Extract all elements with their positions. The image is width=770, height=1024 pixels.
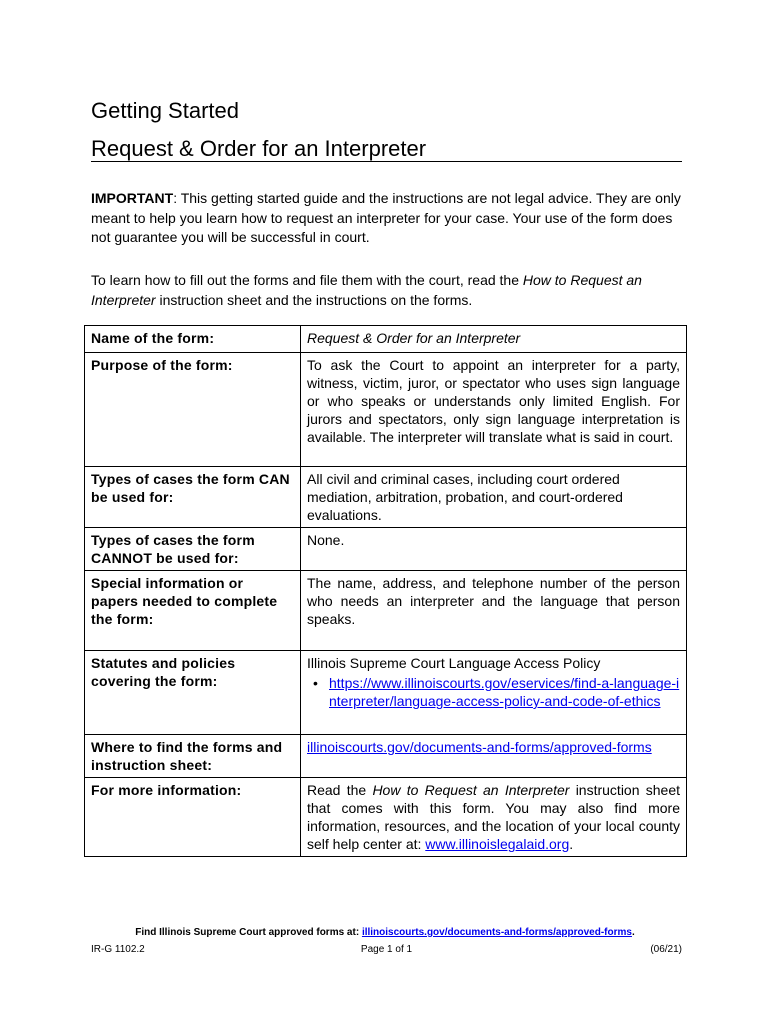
policy-link[interactable]: https://www.illinoiscourts.gov/eservices/find-a-language-interpreter/language-access-policy-and-code-of-ethics bbox=[329, 675, 680, 709]
title-line-1: Getting Started bbox=[91, 98, 239, 123]
table-row bbox=[85, 651, 687, 735]
policy-name: Illinois Supreme Court Language Access Policy bbox=[307, 655, 601, 671]
form-info-table bbox=[84, 325, 687, 857]
title-line-2: Request & Order for an Interpreter bbox=[91, 136, 427, 161]
table-row bbox=[85, 571, 687, 651]
row-value bbox=[301, 778, 687, 857]
title-divider bbox=[91, 161, 682, 162]
page-number: Page 1 of 1 bbox=[360, 944, 413, 955]
more-info-after: instruction sheet that comes with this form. You may also find more information, resources, and the location of your local county self help center at: bbox=[307, 782, 680, 852]
row-value: The name, address, and telephone number of the person who needs an interpreter and the language that person speaks. bbox=[301, 571, 687, 651]
instruction-sheet-ref: How to Request an Interpreter bbox=[372, 782, 570, 798]
important-label: IMPORTANT bbox=[91, 190, 174, 206]
row-label: Types of cases the form CAN be used for: bbox=[85, 467, 301, 528]
row-value: None. bbox=[301, 528, 687, 571]
footer-forms-note bbox=[0, 927, 770, 938]
footer-find-end: . bbox=[631, 927, 635, 938]
important-text: : This getting started guide and the instructions are not legal advice. They are only meant to help you learn how to request an interpreter for your case. Your use of the form does not guarantee you will be successful in court. bbox=[91, 190, 681, 245]
row-value bbox=[301, 326, 687, 353]
table-row bbox=[85, 778, 687, 857]
more-info-before: Read the bbox=[307, 782, 373, 798]
page-title bbox=[91, 92, 681, 168]
row-value bbox=[301, 651, 687, 735]
list-item bbox=[329, 674, 680, 710]
revision-date: (06/21) bbox=[650, 944, 682, 955]
learn-text-before: To learn how to fill out the forms and file them with the court, read the bbox=[91, 272, 523, 288]
important-notice bbox=[91, 189, 682, 248]
form-name: Request & Order for an Interpreter bbox=[307, 330, 521, 346]
table-row bbox=[85, 467, 687, 528]
more-info-end: . bbox=[569, 836, 574, 852]
row-label: Special information or papers needed to complete the form: bbox=[85, 571, 301, 651]
table-row bbox=[85, 353, 687, 467]
table-row bbox=[85, 528, 687, 571]
forms-link[interactable]: illinoiscourts.gov/documents-and-forms/approved-forms bbox=[307, 739, 652, 755]
row-value: To ask the Court to appoint an interpreter for a party, witness, victim, juror, or spectator who uses sign language or who speaks or understands only limited English. For jurors and spectators, only sign language interpretation is available. The interpreter will translate what is said in court. bbox=[301, 353, 687, 467]
learn-paragraph bbox=[91, 271, 682, 310]
policy-link-list bbox=[307, 674, 680, 710]
instruction-sheet-title: How to Request an Interpreter bbox=[91, 272, 642, 308]
footer-find-text: Find Illinois Supreme Court approved forms at: bbox=[135, 927, 362, 938]
row-label: Purpose of the form: bbox=[85, 353, 301, 467]
table-row bbox=[85, 735, 687, 778]
table-row bbox=[85, 326, 687, 353]
footer-forms-link[interactable]: illinoiscourts.gov/documents-and-forms/approved-forms bbox=[361, 927, 632, 938]
row-label: Types of cases the form CANNOT be used for: bbox=[85, 528, 301, 571]
row-label: For more information: bbox=[85, 778, 301, 857]
row-value bbox=[301, 735, 687, 778]
row-label: Name of the form: bbox=[85, 326, 301, 353]
row-value: All civil and criminal cases, including court ordered mediation, arbitration, probation, and court-ordered evaluations. bbox=[301, 467, 687, 528]
form-code: IR-G 1102.2 bbox=[91, 944, 145, 955]
legal-aid-link[interactable]: www.illinoislegalaid.org bbox=[425, 836, 570, 852]
row-label: Where to find the forms and instruction sheet: bbox=[85, 735, 301, 778]
row-label: Statutes and policies covering the form: bbox=[85, 651, 301, 735]
learn-text-after: instruction sheet and the instructions on the forms. bbox=[155, 291, 473, 308]
